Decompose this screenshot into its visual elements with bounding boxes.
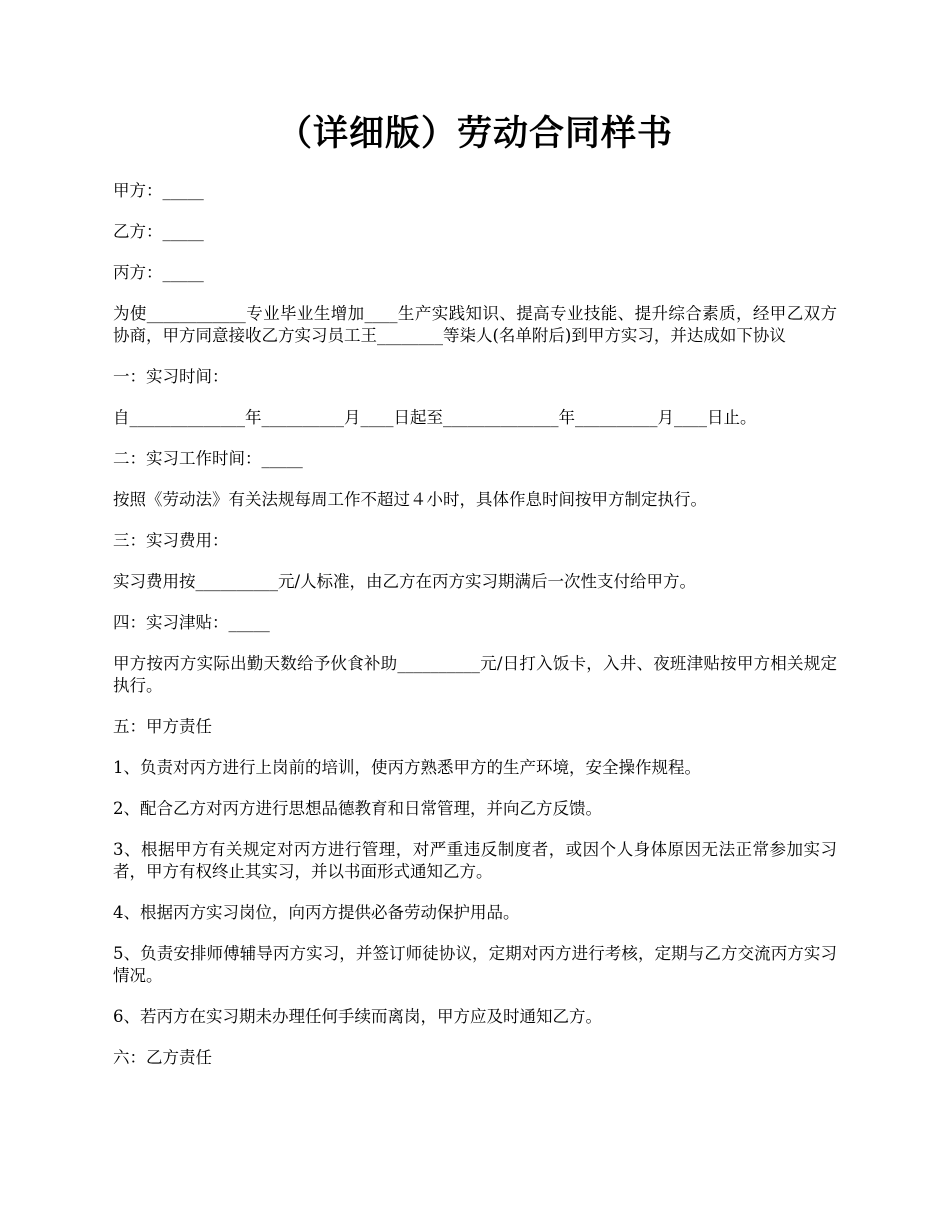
- working-hours-paragraph: 按照《劳动法》有关法规每周工作不超过４小时，具体作息时间按甲方制定执行。: [113, 490, 707, 509]
- party-a-duty-item: 6、若丙方在实习期未办理任何手续而离岗，甲方应及时通知乙方。: [113, 1007, 602, 1026]
- internship-fee-paragraph: 实习费用按__________元/人标准，由乙方在丙方实习期满后一次性支付给甲方。: [113, 572, 697, 591]
- party-a-duty-item: 3、根据甲方有关规定对丙方进行管理，对严重违反制度者，或因个人身体原因无法正常参加实习者，甲方有权终止其实习，并以书面形式通知乙方。: [113, 840, 837, 881]
- internship-period-paragraph: 自______________年__________月____日起至______________年__________月____日止。: [113, 408, 757, 427]
- document-body: [113, 180, 837, 1088]
- party-a-duty-item: 4、根据丙方实习岗位，向丙方提供必备劳动保护用品。: [113, 903, 520, 922]
- section-heading-internship-time: 一：实习时间：: [113, 367, 229, 386]
- party-a-duty-item: 2、配合乙方对丙方进行思想品德教育和日常管理，并向乙方反馈。: [113, 799, 602, 818]
- section-heading-allowance: 四：实习津贴：_____: [113, 613, 270, 632]
- party-a-duty-item: 1、负责对丙方进行上岗前的培训，使丙方熟悉甲方的生产环境，安全操作规程。: [113, 758, 701, 777]
- preamble-paragraph: 为使____________专业毕业生增加____生产实践知识、提高专业技能、提升综合素质，经甲乙双方协商，甲方同意接收乙方实习员工王________等柒人(名单附后)到甲方实习，并达成如下协议: [113, 304, 837, 345]
- party-a-duty-item: 5、负责安排师傅辅导丙方实习，并签订师徒协议，定期对丙方进行考核，定期与乙方交流丙方实习情况。: [113, 944, 837, 985]
- party-c-line: 丙方：_____: [113, 263, 204, 282]
- section-heading-working-hours: 二：实习工作时间：_____: [113, 449, 303, 468]
- section-heading-party-b-duties: 六：乙方责任: [113, 1048, 212, 1067]
- party-a-line: 甲方：_____: [113, 181, 204, 200]
- allowance-paragraph: 甲方按丙方实际出勤天数给予伙食补助__________元/日打入饭卡，入井、夜班津贴按甲方相关规定执行。: [113, 654, 837, 695]
- section-heading-internship-fee: 三：实习费用：: [113, 531, 229, 550]
- party-b-line: 乙方：_____: [113, 222, 204, 241]
- section-heading-party-a-duties: 五：甲方责任: [113, 717, 212, 736]
- document-title: （详细版）劳动合同样书: [276, 113, 673, 154]
